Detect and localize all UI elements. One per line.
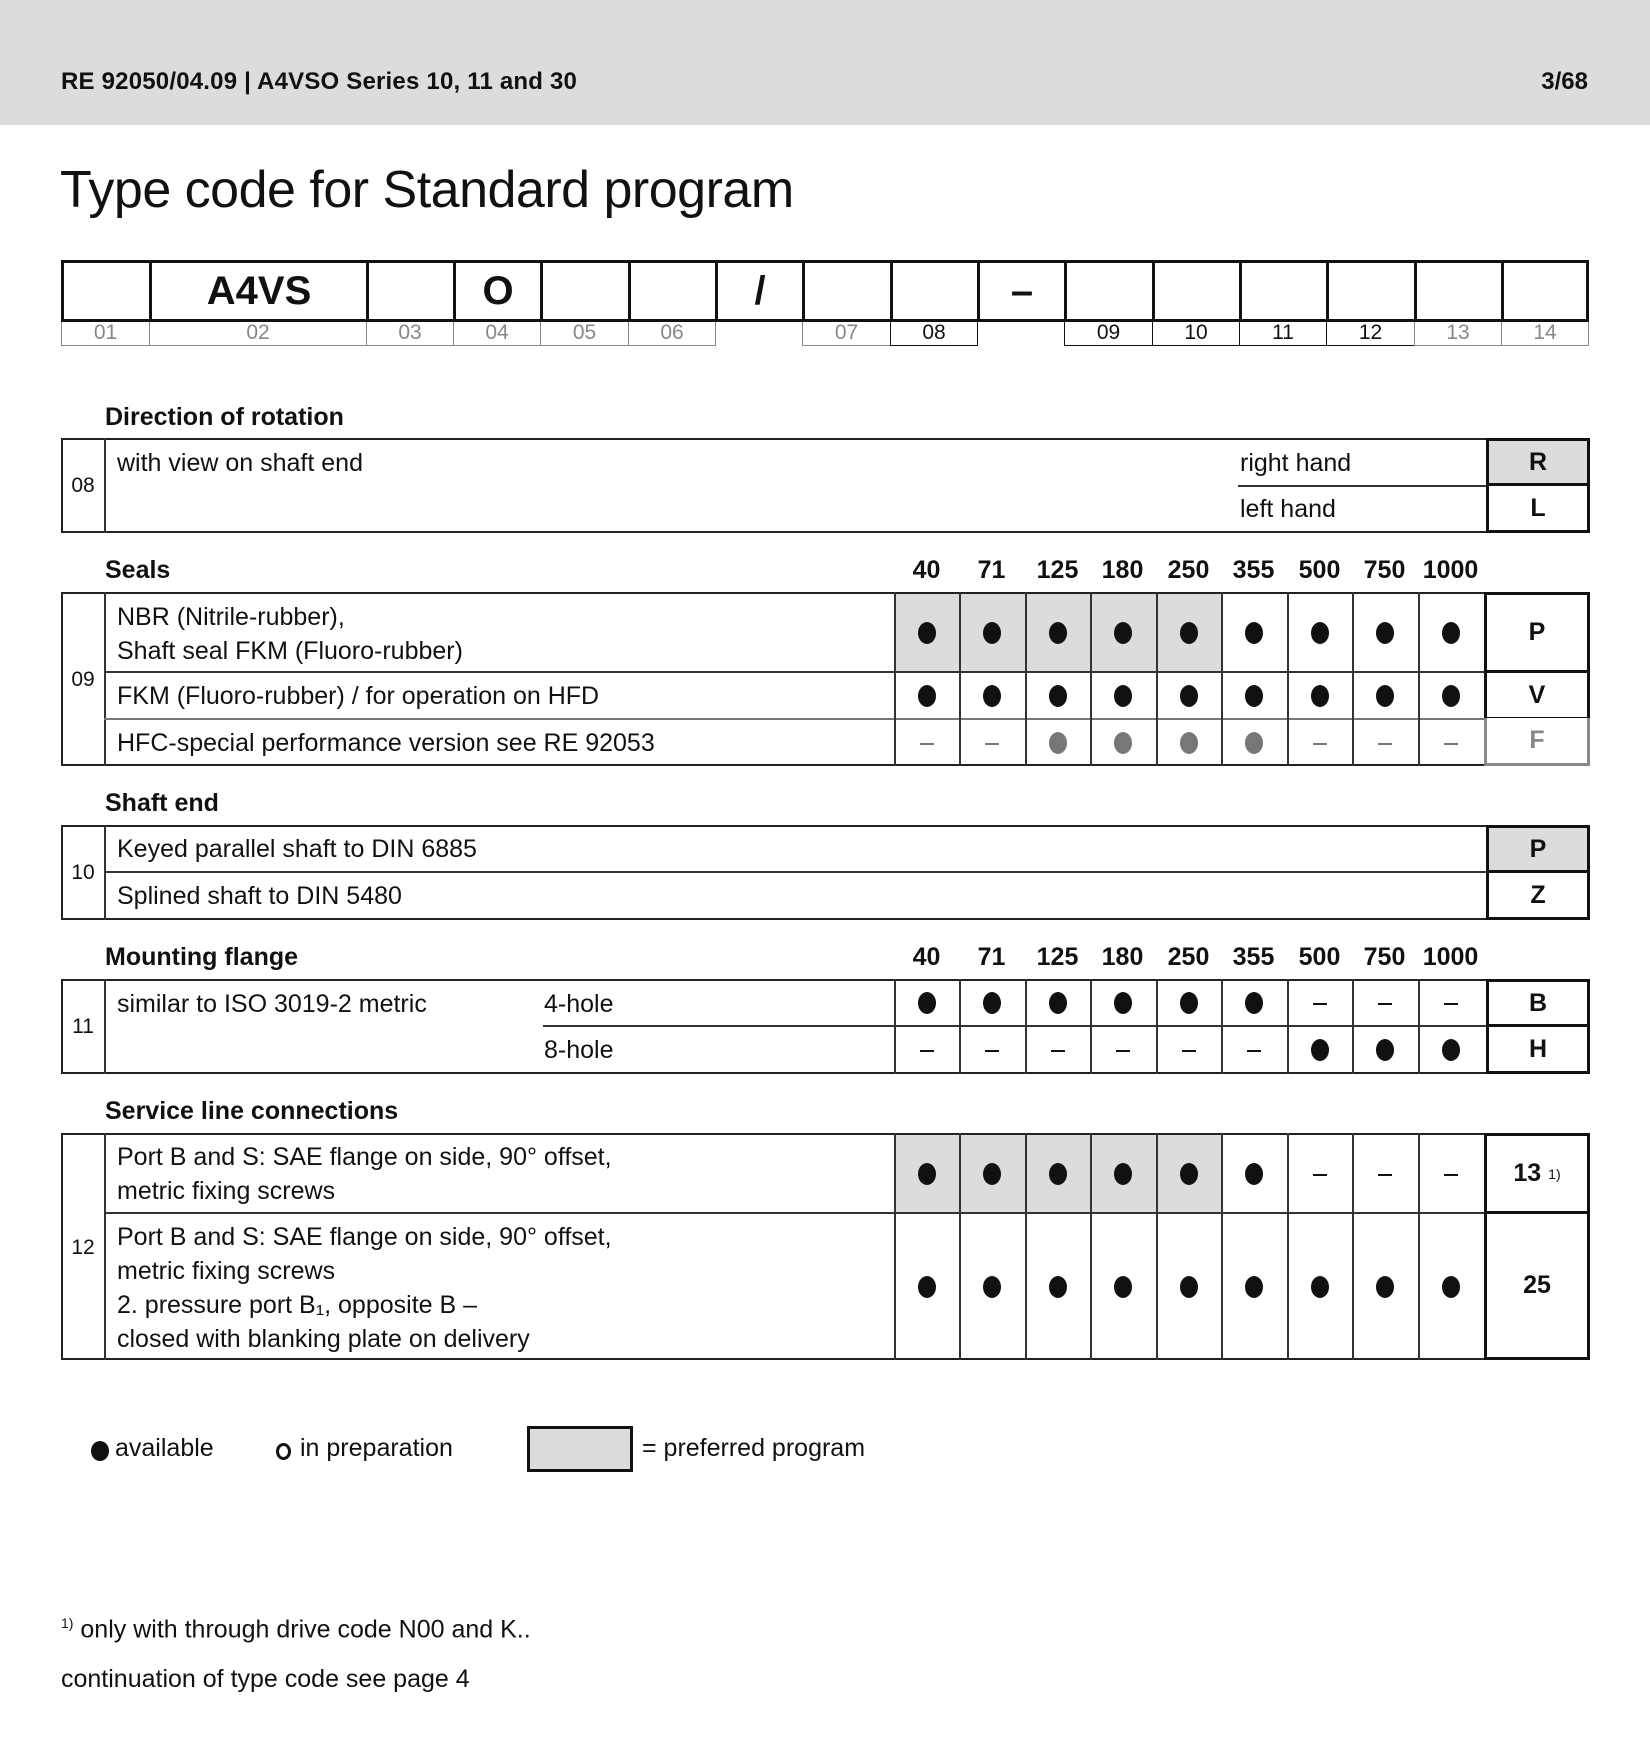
- unavailable-dash-icon: [1444, 743, 1458, 745]
- divider: [104, 871, 1488, 873]
- service-25-line4: closed with blanking plate on delivery: [117, 1325, 530, 1353]
- rotation-option-left-hand: left hand: [1240, 495, 1336, 523]
- available-dot-icon: [918, 622, 936, 644]
- footnote-mark: 1): [61, 1615, 74, 1631]
- size-250: 250: [1167, 943, 1210, 971]
- divider: [959, 979, 961, 1074]
- code-P-seal: P: [1484, 592, 1590, 673]
- type-code-pos-10: 10: [1152, 322, 1240, 346]
- available-dot-icon: [1311, 622, 1329, 644]
- type-code-cell-10: [1152, 260, 1239, 322]
- section-title-seals: Seals: [105, 556, 171, 584]
- type-code-pos-14: 14: [1501, 322, 1589, 346]
- available-dot-icon: [1442, 1039, 1460, 1061]
- divider: [104, 1212, 1488, 1214]
- service-row-code: 12: [71, 1236, 95, 1259]
- size-1000: 1000: [1422, 556, 1479, 584]
- available-dot-icon: [1114, 1163, 1132, 1185]
- type-code-cell-05: [540, 260, 628, 322]
- type-code-pos-01: 01: [61, 322, 150, 346]
- unavailable-dash-icon: [1378, 1003, 1392, 1005]
- type-code-cell-14: [1501, 260, 1589, 322]
- seal-nbr-line1: NBR (Nitrile-rubber),: [117, 603, 345, 631]
- unavailable-dash-icon: [1313, 743, 1327, 745]
- divider: [1352, 592, 1354, 766]
- section-title-rotation: Direction of rotation: [105, 403, 344, 431]
- available-dot-icon: [1376, 685, 1394, 707]
- available-dot-icon: [1049, 1163, 1067, 1185]
- unavailable-dash-icon: [1378, 743, 1392, 745]
- divider: [1025, 979, 1027, 1074]
- type-code-pos-11: 11: [1239, 322, 1327, 346]
- available-dot-icon: [1114, 622, 1132, 644]
- page-header: [0, 0, 1650, 125]
- continuation-note: continuation of type code see page 4: [61, 1665, 470, 1693]
- unavailable-dash-icon: [1313, 1003, 1327, 1005]
- available-dot-icon: [1245, 685, 1263, 707]
- page-number: 3/68: [1541, 68, 1588, 95]
- service-25-line3: 2. pressure port B₁, opposite B –: [117, 1291, 478, 1319]
- divider: [894, 592, 896, 766]
- available-dot-icon: [1442, 685, 1460, 707]
- footnote-1-text: only with through drive code N00 and K..: [73, 1615, 531, 1644]
- available-dot-icon: [1311, 1276, 1329, 1298]
- size-180: 180: [1101, 556, 1144, 584]
- rotation-option-right-hand: right hand: [1240, 449, 1352, 477]
- available-dot-icon: [1049, 1276, 1067, 1298]
- type-code-cell-08: [890, 260, 977, 322]
- type-code-cell-03: [366, 260, 453, 322]
- divider: [1221, 979, 1223, 1074]
- legend-in-preparation: in preparation: [300, 1434, 453, 1462]
- divider: [1025, 592, 1027, 766]
- unavailable-dash-icon: [920, 1050, 934, 1052]
- divider: [959, 1133, 961, 1360]
- type-code-cell-07: [802, 260, 890, 322]
- type-code-cell-06: [628, 260, 715, 322]
- type-code-pos-02: 02: [149, 322, 367, 346]
- divider: [1156, 979, 1158, 1074]
- divider: [1418, 979, 1420, 1074]
- size-250: 250: [1167, 556, 1210, 584]
- available-dot-icon: [983, 1163, 1001, 1185]
- seal-hfc: HFC-special performance version see RE 92053: [117, 729, 655, 757]
- flange-row-code: 11: [72, 1015, 94, 1038]
- seal-nbr-line2: Shaft seal FKM (Fluoro-rubber): [117, 637, 463, 665]
- in-preparation-ring-icon: [276, 1443, 291, 1460]
- divider: [104, 671, 1488, 673]
- available-dot-icon: [1049, 685, 1067, 707]
- size-1000: 1000: [1422, 943, 1479, 971]
- section-title-shaft-end: Shaft end: [105, 789, 219, 817]
- divider: [894, 1133, 896, 1360]
- type-code-cell-13: [1414, 260, 1501, 322]
- type-code-cell-11: [1239, 260, 1326, 322]
- flange-8-hole: 8-hole: [544, 1036, 614, 1064]
- flange-4-hole: 4-hole: [544, 990, 614, 1018]
- type-code-pos-12: 12: [1326, 322, 1415, 346]
- section-title-service-line: Service line connections: [105, 1097, 399, 1125]
- document-reference: RE 92050/04.09 | A4VSO Series 10, 11 and 30: [61, 68, 578, 95]
- available-dot-icon: [1245, 732, 1263, 754]
- size-500: 500: [1298, 556, 1341, 584]
- type-code-cell-02: A4VS: [149, 260, 366, 322]
- unavailable-dash-icon: [1051, 1050, 1065, 1052]
- available-dot-icon: [1114, 992, 1132, 1014]
- available-dot-icon: [1180, 1276, 1198, 1298]
- size-71: 71: [977, 943, 1006, 971]
- available-dot-icon: [1180, 732, 1198, 754]
- divider: [1156, 592, 1158, 766]
- divider: [1287, 979, 1289, 1074]
- type-code-separator-slash: /: [715, 260, 802, 322]
- divider: [959, 592, 961, 766]
- available-dot-icon: [983, 992, 1001, 1014]
- divider: [1352, 979, 1354, 1074]
- service-13-line2: metric fixing screws: [117, 1177, 336, 1205]
- available-dot-icon: [918, 1276, 936, 1298]
- size-40: 40: [912, 943, 941, 971]
- divider: [1287, 592, 1289, 766]
- available-dot-icon: [983, 1276, 1001, 1298]
- available-dot-icon: [1311, 1039, 1329, 1061]
- type-code-pos-09: 09: [1064, 322, 1153, 346]
- unavailable-dash-icon: [920, 743, 934, 745]
- unavailable-dash-icon: [985, 1050, 999, 1052]
- type-code-pos-04: 04: [453, 322, 541, 346]
- type-code-cell-04: O: [453, 260, 540, 322]
- code-13-value: 13: [1513, 1159, 1542, 1187]
- available-dot-icon: [1180, 685, 1198, 707]
- divider: [104, 718, 1488, 720]
- code-F-seal: F: [1484, 718, 1590, 766]
- divider: [1090, 592, 1092, 766]
- type-code-cell-09: [1064, 260, 1152, 322]
- legend-available: available: [115, 1434, 214, 1462]
- available-dot-icon: [1049, 622, 1067, 644]
- divider: [1352, 1133, 1354, 1360]
- unavailable-dash-icon: [1247, 1050, 1261, 1052]
- type-code-pos-08: 08: [890, 322, 978, 346]
- unavailable-dash-icon: [1444, 1003, 1458, 1005]
- size-750: 750: [1363, 943, 1406, 971]
- shaft-row-code: 10: [71, 861, 95, 884]
- seal-fkm: FKM (Fluoro-rubber) / for operation on HFD: [117, 682, 600, 710]
- service-25-line1: Port B and S: SAE flange on side, 90° offset,: [117, 1223, 612, 1251]
- size-355: 355: [1232, 556, 1275, 584]
- available-dot-icon: [1049, 992, 1067, 1014]
- divider: [894, 979, 896, 1074]
- available-dot-icon: [1180, 622, 1198, 644]
- unavailable-dash-icon: [1182, 1050, 1196, 1052]
- size-40: 40: [912, 556, 941, 584]
- size-71: 71: [977, 556, 1006, 584]
- section-title-mounting-flange: Mounting flange: [105, 943, 299, 971]
- seals-row-code: 09: [71, 668, 95, 691]
- available-dot-icon: [1376, 622, 1394, 644]
- divider: [1221, 592, 1223, 766]
- divider: [1090, 979, 1092, 1074]
- available-dot-icon: [1114, 732, 1132, 754]
- divider: [1418, 1133, 1420, 1360]
- divider: [1287, 1133, 1289, 1360]
- shaft-splined: Splined shaft to DIN 5480: [117, 882, 402, 910]
- type-code-pos-07: 07: [802, 322, 891, 346]
- code-25-service: 25: [1484, 1211, 1590, 1360]
- divider: [543, 1025, 1488, 1027]
- page-title: Type code for Standard program: [60, 161, 794, 219]
- type-code-pos-13: 13: [1414, 322, 1502, 346]
- code-L: L: [1486, 483, 1590, 533]
- unavailable-dash-icon: [1116, 1050, 1130, 1052]
- available-dot-icon: [1049, 732, 1067, 754]
- available-dot-icon: [1376, 1039, 1394, 1061]
- available-dot-icon: [1442, 622, 1460, 644]
- type-code-separator-dash: –: [977, 260, 1064, 322]
- available-dot-icon: [1245, 622, 1263, 644]
- service-25-line2: metric fixing screws: [117, 1257, 336, 1285]
- available-dot-icon: [918, 992, 936, 1014]
- available-dot-icon: [1245, 1276, 1263, 1298]
- size-355: 355: [1232, 943, 1275, 971]
- code-13-service: [1484, 1133, 1590, 1214]
- available-dot-icon: [1114, 685, 1132, 707]
- available-dot-icon: [983, 622, 1001, 644]
- size-750: 750: [1363, 556, 1406, 584]
- divider: [1090, 1133, 1092, 1360]
- legend-preferred: = preferred program: [642, 1434, 866, 1462]
- type-code-pos-05: 05: [540, 322, 629, 346]
- code-Z-shaft: Z: [1486, 870, 1590, 920]
- size-125: 125: [1036, 556, 1079, 584]
- type-code-pos-03: 03: [366, 322, 454, 346]
- code-H-flange: H: [1486, 1024, 1590, 1074]
- size-500: 500: [1298, 943, 1341, 971]
- code-V-seal: V: [1484, 670, 1590, 720]
- preferred-swatch: [527, 1426, 633, 1472]
- available-dot-icon: [1376, 1276, 1394, 1298]
- divider: [1221, 1133, 1223, 1360]
- size-125: 125: [1036, 943, 1079, 971]
- service-13-line1: Port B and S: SAE flange on side, 90° offset,: [117, 1143, 612, 1171]
- shaft-keyed: Keyed parallel shaft to DIN 6885: [117, 835, 477, 863]
- available-dot-icon: [983, 685, 1001, 707]
- size-180: 180: [1101, 943, 1144, 971]
- available-dot-icon: [1311, 685, 1329, 707]
- available-dot-icon: [1180, 1163, 1198, 1185]
- unavailable-dash-icon: [1444, 1174, 1458, 1176]
- type-code-cell-01: [61, 260, 149, 322]
- flange-description: similar to ISO 3019-2 metric: [117, 990, 427, 1018]
- unavailable-dash-icon: [985, 743, 999, 745]
- footnote-1: [61, 1615, 531, 1644]
- available-dot-icon: [1245, 992, 1263, 1014]
- rotation-row-code: 08: [71, 474, 95, 497]
- rotation-description: with view on shaft end: [117, 449, 363, 477]
- available-dot-icon: [1442, 1276, 1460, 1298]
- divider: [1418, 592, 1420, 766]
- code-R-preferred: R: [1486, 438, 1590, 486]
- type-code-pos-06: 06: [628, 322, 716, 346]
- code-B-flange: B: [1486, 979, 1590, 1027]
- available-dot-icon: [918, 1163, 936, 1185]
- available-dot-icon: [1114, 1276, 1132, 1298]
- divider: [1025, 1133, 1027, 1360]
- available-dot-icon: [91, 1441, 109, 1461]
- code-P-shaft-preferred: P: [1486, 825, 1590, 873]
- available-dot-icon: [918, 685, 936, 707]
- divider: [1156, 1133, 1158, 1360]
- unavailable-dash-icon: [1378, 1174, 1392, 1176]
- footnote-ref: 1): [1548, 1165, 1561, 1182]
- divider: [1238, 485, 1488, 487]
- available-dot-icon: [1180, 992, 1198, 1014]
- unavailable-dash-icon: [1313, 1174, 1327, 1176]
- type-code-cell-12: [1326, 260, 1414, 322]
- available-dot-icon: [1245, 1163, 1263, 1185]
